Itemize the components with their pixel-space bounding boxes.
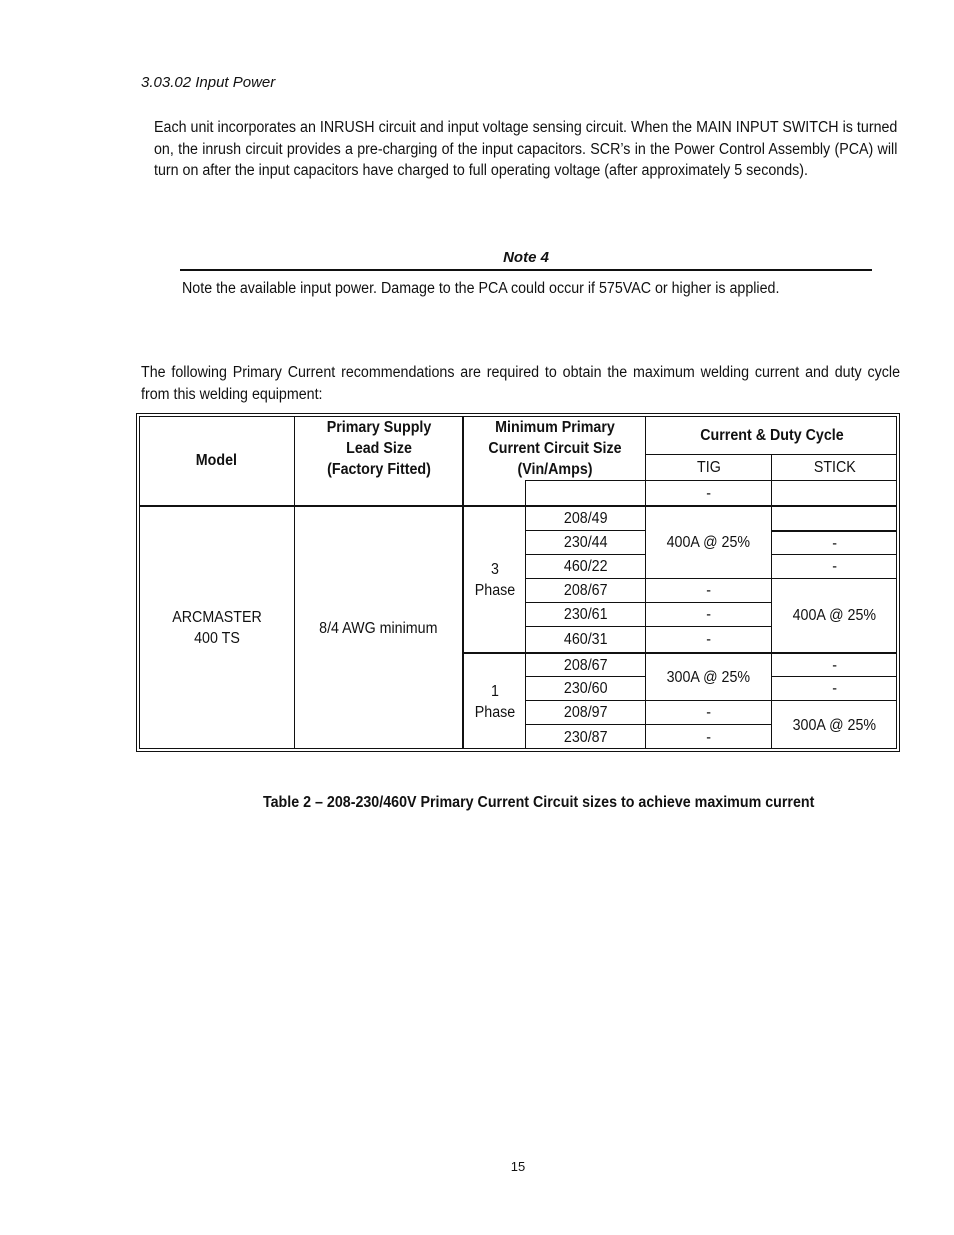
- tig-cell: -: [706, 631, 711, 648]
- page-number: 15: [510, 1159, 526, 1174]
- vin-amps-cell: 460/22: [563, 558, 608, 575]
- vin-amps-cell: 460/31: [563, 631, 608, 648]
- tig-3ph-merged: 400A @ 25%: [666, 534, 751, 551]
- stick-cell: -: [832, 534, 837, 552]
- tig-cell: -: [706, 704, 711, 721]
- header-model: Model: [195, 452, 238, 469]
- stick-1ph-merged: 300A @ 25%: [792, 716, 877, 734]
- vin-amps-cell: 208/67: [563, 656, 608, 674]
- header-duty-cycle: Current & Duty Cycle: [699, 426, 844, 444]
- section-heading: 3.03.02 Input Power: [141, 74, 276, 91]
- header-lead-size: Primary Supply Lead Size (Factory Fitted): [326, 418, 431, 478]
- header-circuit-size: Minimum Primary Current Circuit Size (Vin/Amps): [487, 418, 622, 478]
- note-text: Note the available input power. Damage to the PCA could occur if 575VAC or higher is applied.: [182, 280, 780, 297]
- vin-amps-cell: 208/97: [563, 704, 608, 721]
- tig-cell: -: [706, 728, 711, 746]
- vin-amps-cell: 208/67: [563, 582, 608, 599]
- vin-amps-cell: 208/49: [563, 510, 608, 527]
- note-divider: [180, 269, 872, 271]
- header-tig: TIG: [696, 459, 721, 476]
- vin-amps-cell: 230/61: [563, 606, 608, 623]
- note-title: Note 4: [503, 249, 549, 266]
- stick-3ph-merged: 400A @ 25%: [792, 607, 877, 624]
- vin-amps-cell: 230/44: [563, 534, 608, 551]
- phase-3-cell: 3 Phase: [474, 560, 515, 599]
- header-tig-dash: -: [706, 484, 711, 502]
- header-stick: STICK: [813, 459, 856, 476]
- stick-cell: -: [832, 656, 837, 674]
- stick-cell: -: [832, 558, 837, 575]
- tig-cell: -: [706, 606, 711, 623]
- lead-size-cell: 8/4 AWG minimum: [319, 619, 438, 637]
- intro-paragraph: Each unit incorporates an INRUSH circuit and input voltage sensing circuit. When the MAIN INPUT SWITCH is turned on, the inrush circuit provides a pre-charging of the input capacitors. SCR’s in the Power Control Assembly (PCA) will turn on after the input capacitors have charged to full operating voltage (after approximately 5 seconds).: [154, 119, 898, 179]
- tig-1ph-merged: 300A @ 25%: [666, 668, 751, 686]
- vin-amps-cell: 230/87: [563, 728, 608, 746]
- model-cell: ARCMASTER 400 TS: [171, 609, 262, 647]
- phase-1-cell: 1 Phase: [474, 682, 515, 721]
- table-caption: Table 2 – 208-230/460V Primary Current Circuit sizes to achieve maximum current: [263, 794, 815, 811]
- stick-cell: -: [832, 680, 837, 697]
- recommendation-paragraph: The following Primary Current recommendations are required to obtain the maximum welding current and duty cycle from this welding equipment:: [141, 364, 900, 403]
- tig-cell: -: [706, 582, 711, 599]
- vin-amps-cell: 230/60: [563, 680, 608, 697]
